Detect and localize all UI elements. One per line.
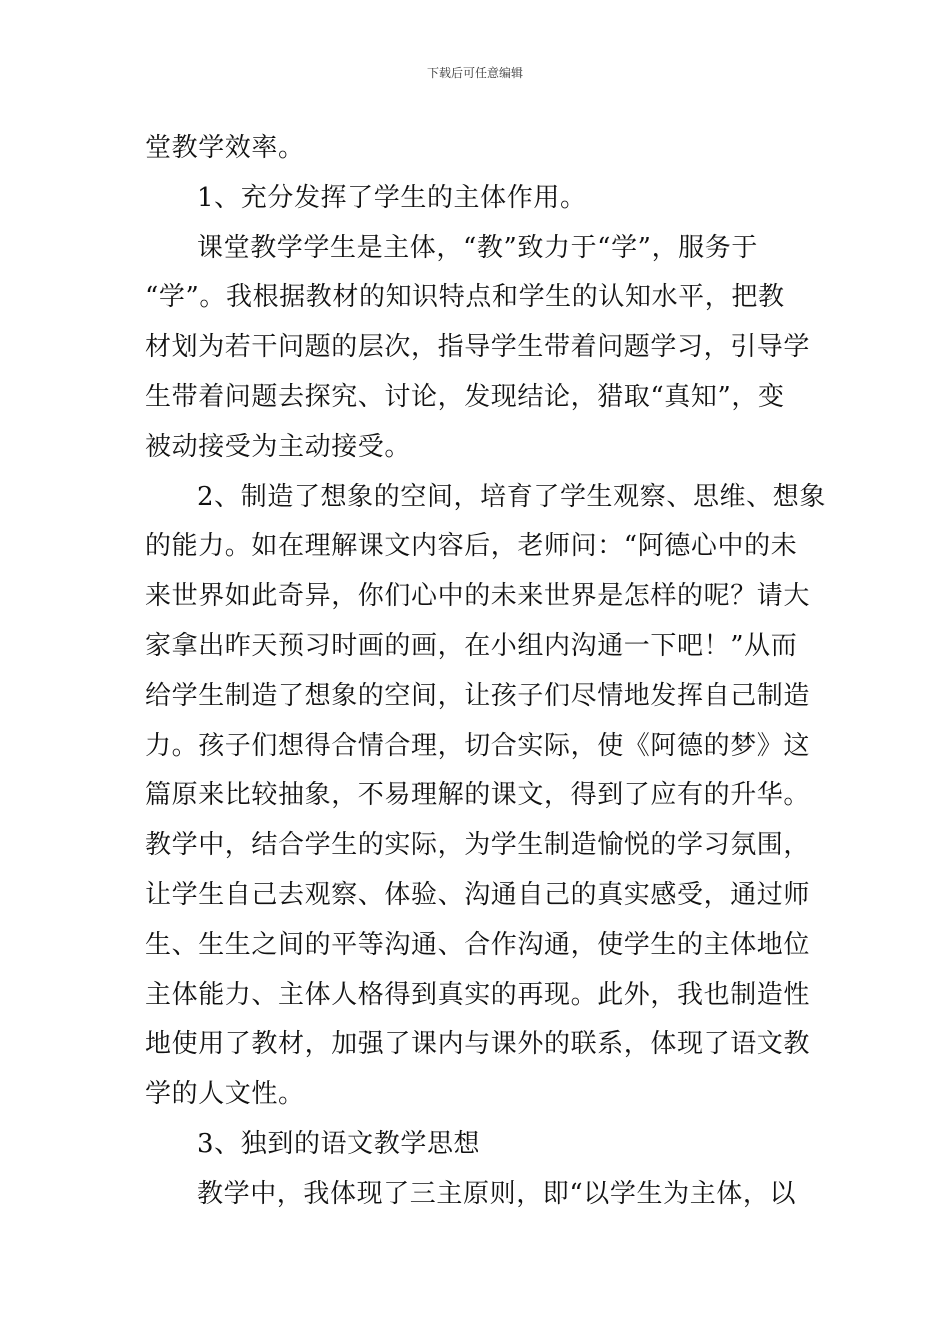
- text-line: 来世界如此奇异，你们心中的未来世界是怎样的呢？请大: [145, 581, 811, 612]
- text-line: 地使用了教材，加强了课内与课外的联系，体现了语文教: [145, 1029, 811, 1060]
- text-line: 堂教学效率。: [145, 133, 305, 163]
- section-heading-1: 1、充分发挥了学生的主体作用。: [197, 182, 587, 213]
- text-line: 生带着问题去探究、讨论，发现结论，猎取“真知”，变: [145, 381, 785, 412]
- text-line: 家拿出昨天预习时画的画，在小组内沟通一下吧！”从而: [145, 630, 798, 661]
- text-line: 教学中，我体现了三主原则，即“以学生为主体，以: [197, 1178, 797, 1209]
- text-line: 让学生自己去观察、体验、沟通自己的真实感受，通过师: [145, 879, 811, 910]
- text-line: 给学生制造了想象的空间，让孩子们尽情地发挥自己制造: [145, 680, 811, 711]
- text-line: 材划为若干问题的层次，指导学生带着问题学习，引导学: [145, 332, 811, 363]
- text-line: “学”。我根据教材的知识特点和学生的认知水平，把教: [145, 282, 785, 313]
- section-heading-2: 2、制造了想象的空间，培育了学生观察、思维、想象: [197, 481, 826, 512]
- page-header: 下载后可任意编辑: [426, 66, 523, 80]
- text-line: 课堂教学学生是主体，“教”致力于“学”，服务于: [197, 232, 758, 263]
- section-heading-3: 3、独到的语文教学思想: [197, 1128, 481, 1159]
- text-line: 篇原来比较抽象，不易理解的课文，得到了应有的升华。: [145, 780, 811, 811]
- text-line: 的能力。如在理解课文内容后，老师问：“阿德心中的未: [145, 531, 798, 562]
- text-line: 力。孩子们想得合情合理，切合实际，使《阿德的梦》这: [145, 730, 811, 761]
- text-line: 学的人文性。: [145, 1079, 305, 1110]
- text-line: 生、生生之间的平等沟通、合作沟通，使学生的主体地位: [145, 929, 811, 960]
- document-body: [145, 124, 826, 1220]
- text-line: 教学中，结合学生的实际，为学生制造愉悦的学习氛围，: [145, 830, 811, 861]
- text-line: 被动接受为主动接受。: [145, 431, 412, 462]
- text-line: 主体能力、主体人格得到真实的再现。此外，我也制造性: [145, 979, 811, 1010]
